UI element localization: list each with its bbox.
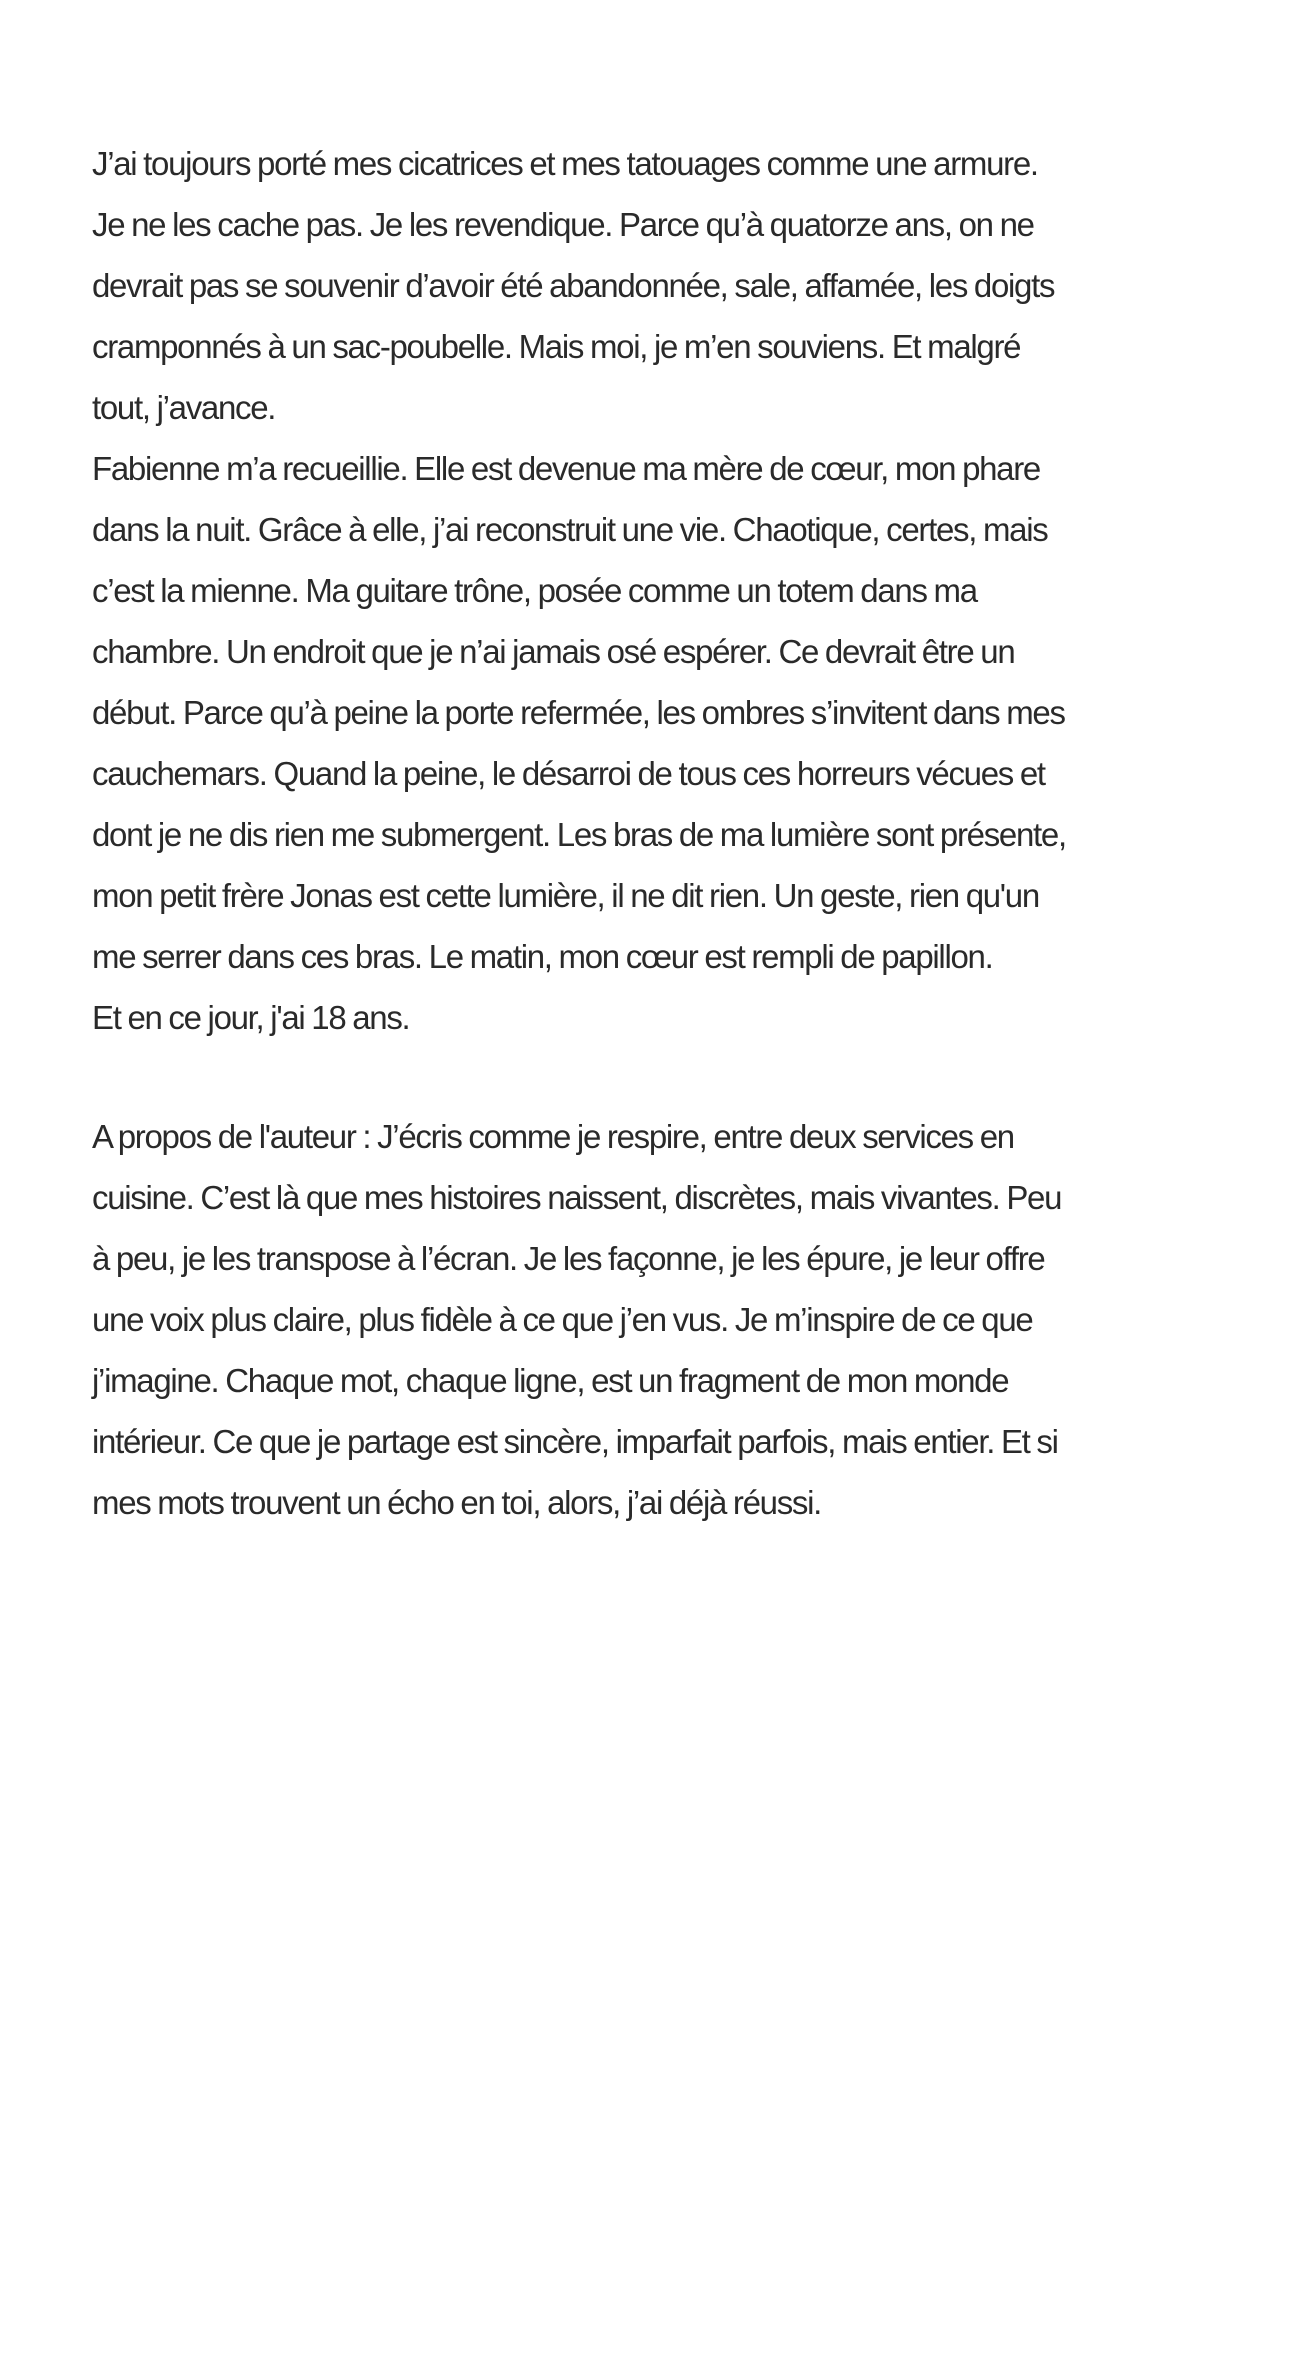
story-line-1: J’ai toujours porté mes cicatrices et mes tatouages comme une armure.	[92, 145, 1038, 182]
story-line-7: dans la nuit. Grâce à elle, j’ai reconstruit une vie. Chaotique, certes, mais	[92, 511, 1048, 548]
story-line-14: me serrer dans ces bras. Le matin, mon cœur est rempli de papillon.	[92, 938, 993, 975]
story-text	[92, 133, 1242, 1048]
about-line-4: une voix plus claire, plus fidèle à ce que j’en vus. Je m’inspire de ce que	[92, 1301, 1033, 1338]
about-line-6: intérieur. Ce que je partage est sincère, imparfait parfois, mais entier. Et si	[92, 1423, 1058, 1460]
about-line-7: mes mots trouvent un écho en toi, alors, j’ai déjà réussi.	[92, 1484, 821, 1521]
about-line-1: A propos de l'auteur : J’écris comme je respire, entre deux services en	[92, 1118, 1014, 1155]
story-line-9: chambre. Un endroit que je n’ai jamais osé espérer. Ce devrait être un	[92, 633, 1015, 670]
about-line-5: j’imagine. Chaque mot, chaque ligne, est un fragment de mon monde	[92, 1362, 1009, 1399]
story-line-15: Et en ce jour, j'ai 18 ans.	[92, 999, 410, 1036]
about-line-2: cuisine. C’est là que mes histoires naissent, discrètes, mais vivantes. Peu	[92, 1179, 1062, 1216]
story-line-8: c’est la mienne. Ma guitare trône, posée comme un totem dans ma	[92, 572, 977, 609]
about-line-3: à peu, je les transpose à l’écran. Je les façonne, je les épure, je leur offre	[92, 1240, 1045, 1277]
story-line-12: dont je ne dis rien me submergent. Les bras de ma lumière sont présente,	[92, 816, 1066, 853]
story-line-3: devrait pas se souvenir d’avoir été abandonnée, sale, affamée, les doigts	[92, 267, 1055, 304]
story-line-13: mon petit frère Jonas est cette lumière, il ne dit rien. Un geste, rien qu'un	[92, 877, 1039, 914]
story-line-11: cauchemars. Quand la peine, le désarroi de tous ces horreurs vécues et	[92, 755, 1045, 792]
story-line-6: Fabienne m’a recueillie. Elle est devenue ma mère de cœur, mon phare	[92, 450, 1040, 487]
about-author-text	[92, 1106, 1242, 1533]
story-line-2: Je ne les cache pas. Je les revendique. Parce qu’à quatorze ans, on ne	[92, 206, 1034, 243]
story-line-10: début. Parce qu’à peine la porte refermée, les ombres s’invitent dans mes	[92, 694, 1065, 731]
story-line-4: cramponnés à un sac-poubelle. Mais moi, je m’en souviens. Et malgré	[92, 328, 1021, 365]
story-line-5: tout, j’avance.	[92, 389, 276, 426]
